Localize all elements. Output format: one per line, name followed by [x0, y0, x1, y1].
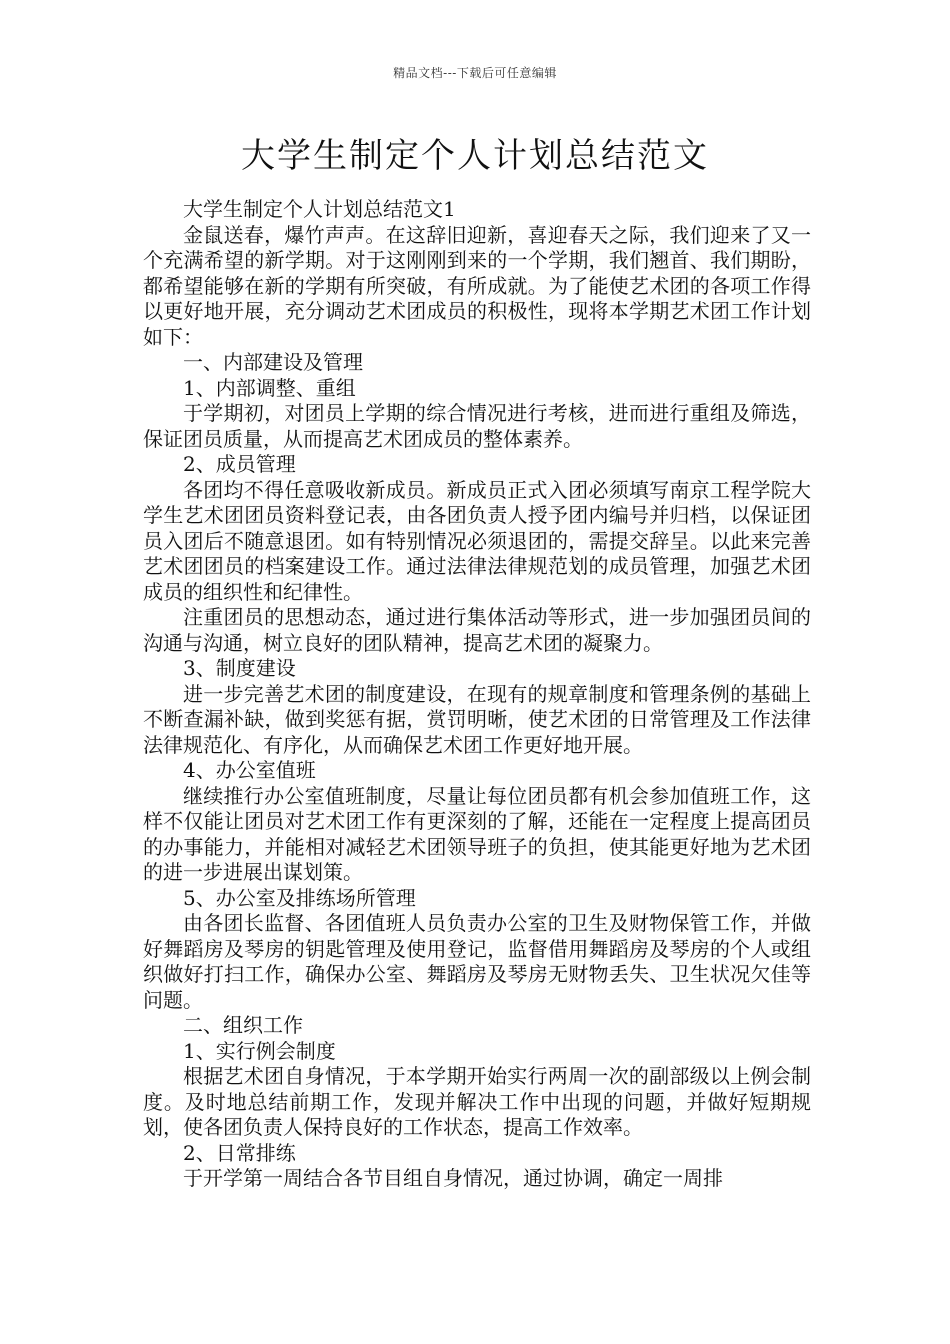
- subsection-heading: 2、成员管理: [183, 452, 296, 476]
- paragraph: 于学期初，对团员上学期的综合情况进行考核，进而进行重组及筛选，保证团员质量，从而提高艺术团成员的整体素养。: [143, 401, 811, 451]
- document-title: 大学生制定个人计划总结范文: [241, 136, 709, 176]
- paragraph: 继续推行办公室值班制度，尽量让每位团员都有机会参加值班工作，这样不仅能让团员对艺术团工作有更深刻的了解，还能在一定程度上提高团员的办事能力，并能相对减轻艺术团领导班子的负担，使其能更好地为艺术团的进一步进展出谋划策。: [143, 783, 811, 884]
- paragraph: 由各团长监督、各团值班人员负责办公室的卫生及财物保管工作，并做好舞蹈房及琴房的钥匙管理及使用登记，监督借用舞蹈房及琴房的个人或组织做好打扫工作，确保办公室、舞蹈房及琴房无财物丢失、卫生状况欠佳等问题。: [143, 911, 811, 1012]
- paragraph: 进一步完善艺术团的制度建设，在现有的规章制度和管理条例的基础上不断查漏补缺，做到奖惩有据，赏罚明晰，使艺术团的日常管理及工作法律法律规范化、有序化，从而确保艺术团工作更好地开展。: [143, 681, 811, 757]
- subsection-heading: 4、办公室值班: [183, 758, 316, 782]
- section-heading: 一、内部建设及管理: [183, 350, 363, 374]
- paragraph: 大学生制定个人计划总结范文1: [183, 197, 456, 221]
- paragraph: 根据艺术团自身情况，于本学期开始实行两周一次的副部级以上例会制度。及时地总结前期工作，发现并解决工作中出现的问题，并做好短期规划，使各团负责人保持良好的工作状态，提高工作效率。: [143, 1064, 811, 1139]
- paragraph: 各团均不得任意吸收新成员。新成员正式入团必须填写南京工程学院大学生艺术团团员资料登记表，由各团负责人授予团内编号并归档，以保证团员入团后不随意退团。如有特别情况必须退团的，需提交辞呈。以此来完善艺术团团员的档案建设工作。通过法律法律规范划的成员管理，加强艺术团成员的组织性和纪律性。: [143, 477, 811, 604]
- document-body: [143, 197, 811, 1192]
- paragraph: 注重团员的思想动态，通过进行集体活动等形式，进一步加强团员间的沟通与沟通，树立良好的团队精神，提高艺术团的凝聚力。: [143, 605, 811, 655]
- subsection-heading: 3、制度建设: [183, 656, 296, 680]
- section-heading: 二、组织工作: [183, 1013, 303, 1037]
- subsection-heading: 2、日常排练: [183, 1140, 296, 1165]
- paragraph: 于开学第一周结合各节目组自身情况，通过协调，确定一周排: [183, 1166, 723, 1190]
- subsection-heading: 1、内部调整、重组: [183, 375, 356, 400]
- paragraph: 金鼠送春，爆竹声声。在这辞旧迎新，喜迎春天之际，我们迎来了又一个充满希望的新学期。对于这刚刚到来的一个学期，我们翘首、我们期盼，都希望能够在新的学期有所突破，有所成就。为了能使艺术团的各项工作得以更好地开展，充分调动艺术团成员的积极性，现将本学期艺术团工作计划如下：: [143, 222, 811, 349]
- header-note: 精品文档---下载后可任意编辑: [393, 66, 557, 80]
- subsection-heading: 5、办公室及排练场所管理: [183, 885, 416, 910]
- subsection-heading: 1、实行例会制度: [183, 1038, 336, 1063]
